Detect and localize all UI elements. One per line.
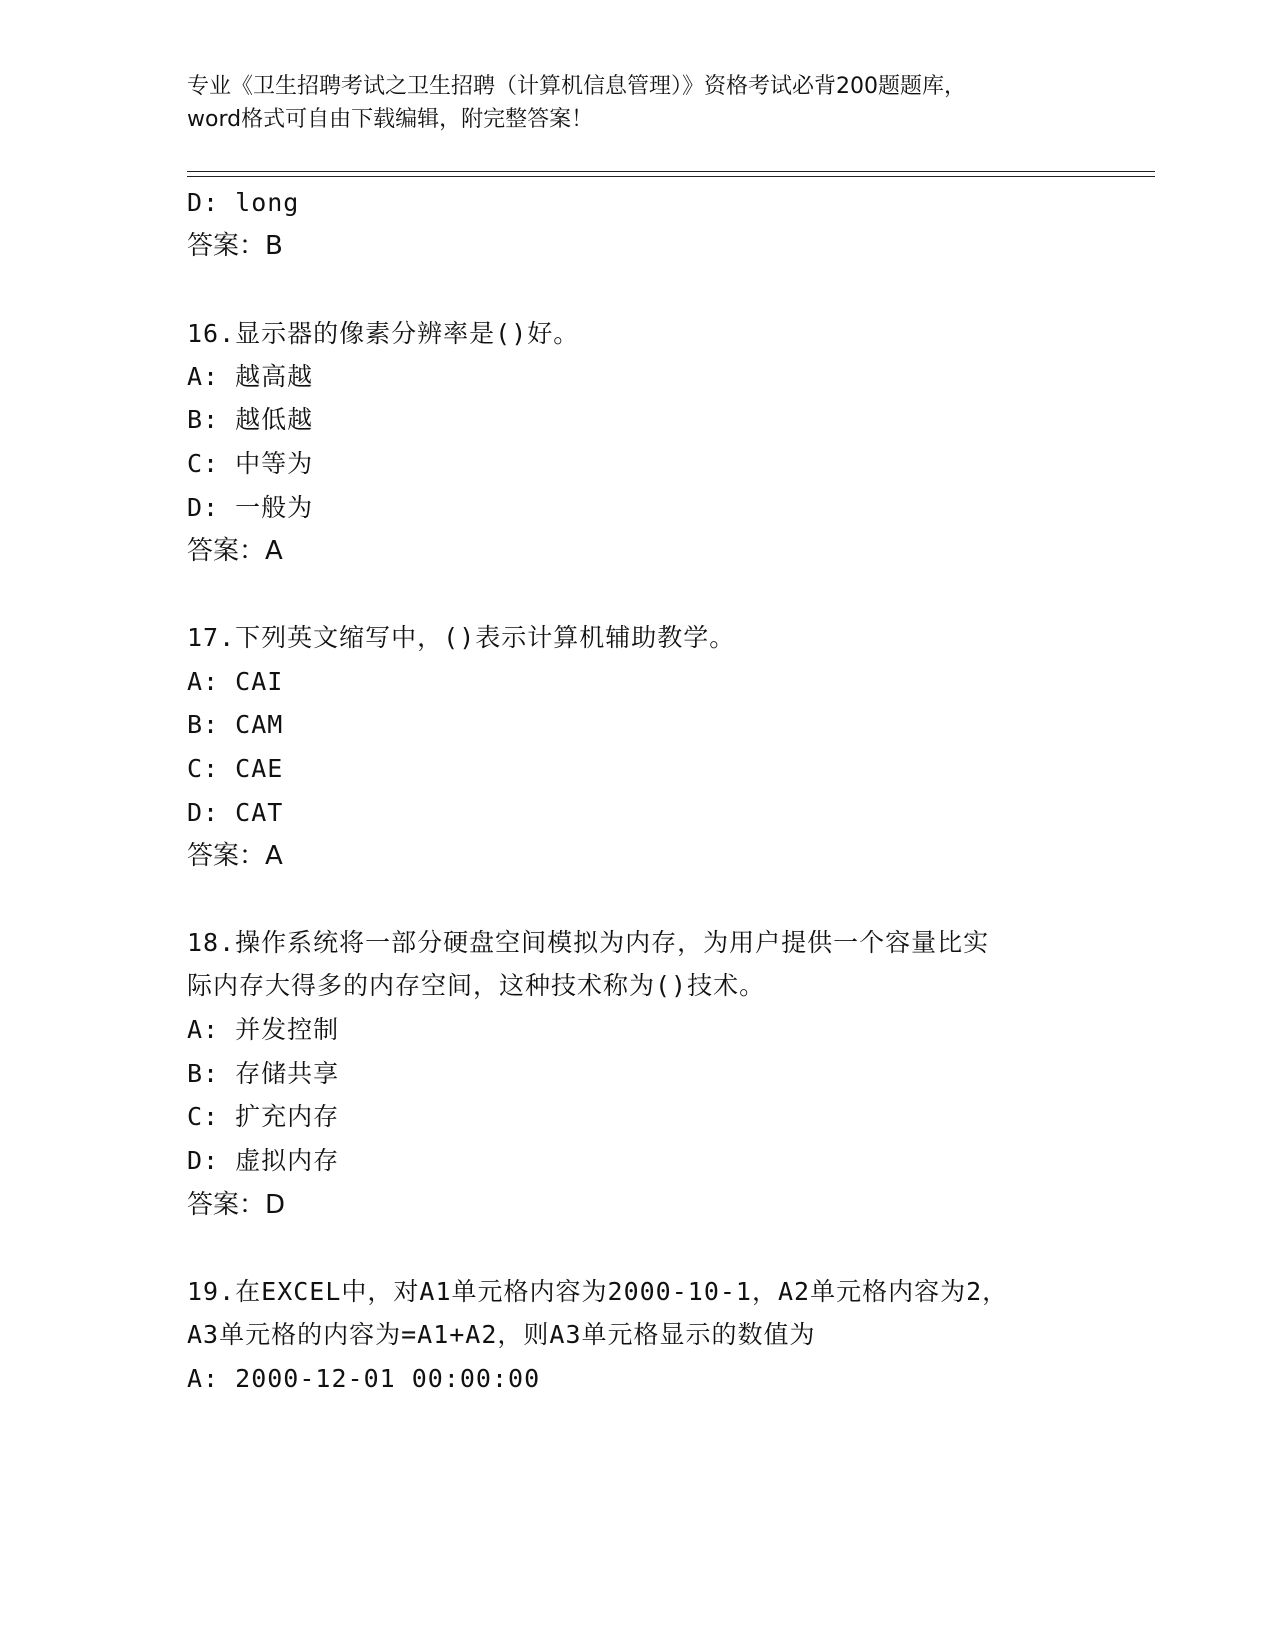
q18-option-c: C: 扩充内存 [187,1102,340,1131]
q16-stem: 16.显示器的像素分辨率是()好。 [187,319,580,348]
q16-option-b: B: 越低越 [187,405,314,434]
q18-stem-line-2: 际内存大得多的内存空间，这种技术称为()技术。 [187,971,766,1000]
q17-option-d: D: CAT [187,798,284,827]
q16-option-d: D: 一般为 [187,493,314,522]
q16-answer: 答案：A [187,536,283,566]
q19-option-a: A: 2000-12-01 00:00:00 [187,1364,541,1393]
q16-option-c: C: 中等为 [187,449,314,478]
document-header [187,70,1087,136]
header-rule-top [187,171,1155,172]
q18-answer: 答案：D [187,1190,286,1220]
q17-answer: 答案：A [187,841,283,871]
q17-option-b: B: CAM [187,710,284,739]
q15-answer: 答案：B [187,231,283,261]
q16-option-a: A: 越高越 [187,362,314,391]
q18-stem-line-1: 18.操作系统将一部分硬盘空间模拟为内存，为用户提供一个容量比实 [187,928,990,957]
q17-option-a: A: CAI [187,667,284,696]
q18-option-d: D: 虚拟内存 [187,1146,340,1175]
q17-stem: 17.下列英文缩写中，()表示计算机辅助教学。 [187,623,736,652]
q19-stem-line-2: A3单元格的内容为=A1+A2，则A3单元格显示的数值为 [187,1320,816,1349]
header-line-2: word格式可自由下载编辑，附完整答案！ [187,107,594,132]
q19-stem-line-1: 19.在EXCEL中，对A1单元格内容为2000-10-1，A2单元格内容为2， [187,1277,1009,1306]
q18-option-a: A: 并发控制 [187,1015,340,1044]
q17-option-c: C: CAE [187,754,284,783]
q15-option-d: D: long [187,188,300,217]
header-rule-bottom [187,176,1155,177]
header-line-1: 专业《卫生招聘考试之卫生招聘（计算机信息管理）》资格考试必背200题题库， [187,74,966,99]
q18-option-b: B: 存储共享 [187,1059,340,1088]
